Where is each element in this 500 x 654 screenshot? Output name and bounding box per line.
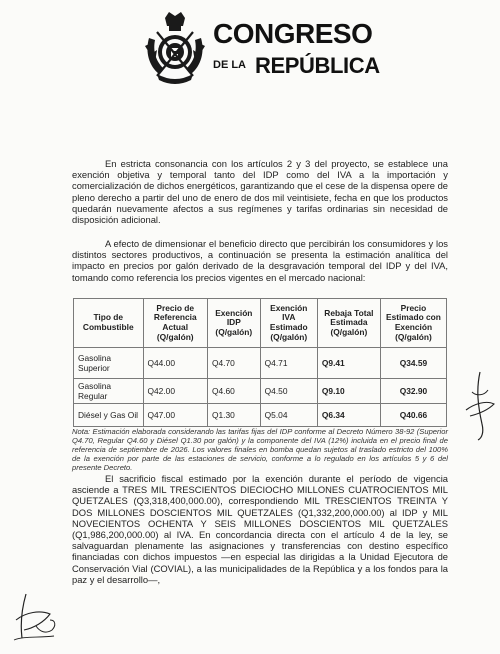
paragraph-exemption bbox=[72, 158, 448, 225]
paragraph-fiscal-cost bbox=[72, 473, 448, 585]
table-row bbox=[74, 404, 447, 427]
congress-seal-icon bbox=[143, 8, 207, 88]
brand-wordmark bbox=[213, 20, 383, 80]
margin-signature bbox=[458, 370, 498, 442]
cell-reference-price: Q47.00 bbox=[143, 404, 207, 427]
cell-iva-exemption: Q4.50 bbox=[260, 379, 317, 404]
brand-de-la: DE LA bbox=[213, 59, 246, 71]
table-row bbox=[74, 348, 447, 379]
cell-fuel-type: Gasolina Superior bbox=[74, 348, 144, 379]
fuel-price-table bbox=[73, 298, 447, 427]
col-fuel-type: Tipo de Combustible bbox=[74, 299, 144, 348]
cell-total-reduction: Q6.34 bbox=[317, 404, 380, 427]
table-row bbox=[74, 379, 447, 404]
cell-idp-exemption: Q4.60 bbox=[207, 379, 260, 404]
table-note: Nota: Estimación elaborada considerando las tarifas fijas del IDP conforme al Decreto Número 38-92 (Superior Q4.70, Regular Q4.60 y Diésel Q1.30 por galón) y la componente del IVA (12%) incluida en el precio final de referencia de septiembre de 2026. Los valores finales en bomba quedan sujetos al traslado estricto del 100% de la exención por parte de las estaciones de servicio, conforme a lo regulado en los artículos 5 y 6 del presente Decreto. bbox=[72, 427, 448, 473]
col-idp-exemption: Exención IDP (Q/galón) bbox=[207, 299, 260, 348]
paragraph-impact bbox=[72, 238, 448, 283]
col-total-reduction: Rebaja Total Estimada (Q/galón) bbox=[317, 299, 380, 348]
cell-idp-exemption: Q4.70 bbox=[207, 348, 260, 379]
cell-iva-exemption: Q5.04 bbox=[260, 404, 317, 427]
letterhead bbox=[143, 8, 380, 88]
col-iva-exemption: Exención IVA Estimado (Q/galón) bbox=[260, 299, 317, 348]
cell-estimated-price: Q34.59 bbox=[380, 348, 446, 379]
cell-idp-exemption: Q1.30 bbox=[207, 404, 260, 427]
cell-total-reduction: Q9.41 bbox=[317, 348, 380, 379]
cell-estimated-price: Q32.90 bbox=[380, 379, 446, 404]
col-estimated-price: Precio Estimado con Exención (Q/galón) bbox=[380, 299, 446, 348]
cell-total-reduction: Q9.10 bbox=[317, 379, 380, 404]
brand-republica: REPÚBLICA bbox=[255, 53, 380, 78]
paragraph-text: El sacrificio fiscal estimado por la exención durante el período de vigencia asciende a TRES MIL TRESCIENTOS DIECIOCHO MILLONES CUATROCIENTOS MIL QUETZALES (Q3,318,400,000.00), correspondiendo MIL TRESCIENTOS TREINTA Y DOS MILLONES DOSCIENTOS MIL QUETZALES (Q1,332,200,000.00) al IDP y MIL NOVECIENTOS OCHENTA Y SEIS MILLONES DOSCIENTOS MIL QUETZALES (Q1,986,200,000.00) al IVA. En concordancia directa con el artículo 4 de la ley, se salvaguardan plenamente las asignaciones y transferencias con destino específico financiadas con dichos impuestos —en especial las dirigidas a la Unidad Ejecutora de Conservación Vial (COVIAL), a las municipalidades de la República y a los fondos para la paz y el desarrollo—, bbox=[72, 473, 448, 585]
paragraph-text: En estricta consonancia con los artículos 2 y 3 del proyecto, se establece una exención objetiva y temporal tanto del IDP como del IVA a la importación y comercialización de dichos energéticos, garantizando que el cese de la dispensa opere de pleno derecho a partir del uno de enero de dos mil veintisiete, fecha en que los productos quedarán nuevamente afectos a sus regímenes y tarifas ordinarias sin necesidad de disposición adicional. bbox=[72, 158, 448, 226]
cell-fuel-type: Diésel y Gas Oil bbox=[74, 404, 144, 427]
initials-signature bbox=[10, 590, 62, 644]
table-header-row bbox=[74, 299, 447, 348]
col-reference-price: Precio de Referencia Actual (Q/galón) bbox=[143, 299, 207, 348]
cell-estimated-price: Q40.66 bbox=[380, 404, 446, 427]
cell-reference-price: Q44.00 bbox=[143, 348, 207, 379]
paragraph-text: A efecto de dimensionar el beneficio directo que percibirán los consumidores y los distintos sectores productivos, a continuación se presenta la estimación analítica del impacto en precios por galón derivado de la desgravación temporal del IDP y del IVA, tomando como referencia los precios vigentes en el mercado nacional: bbox=[72, 238, 448, 283]
brand-congreso: CONGRESO bbox=[213, 18, 373, 49]
cell-reference-price: Q42.00 bbox=[143, 379, 207, 404]
cell-iva-exemption: Q4.71 bbox=[260, 348, 317, 379]
cell-fuel-type: Gasolina Regular bbox=[74, 379, 144, 404]
